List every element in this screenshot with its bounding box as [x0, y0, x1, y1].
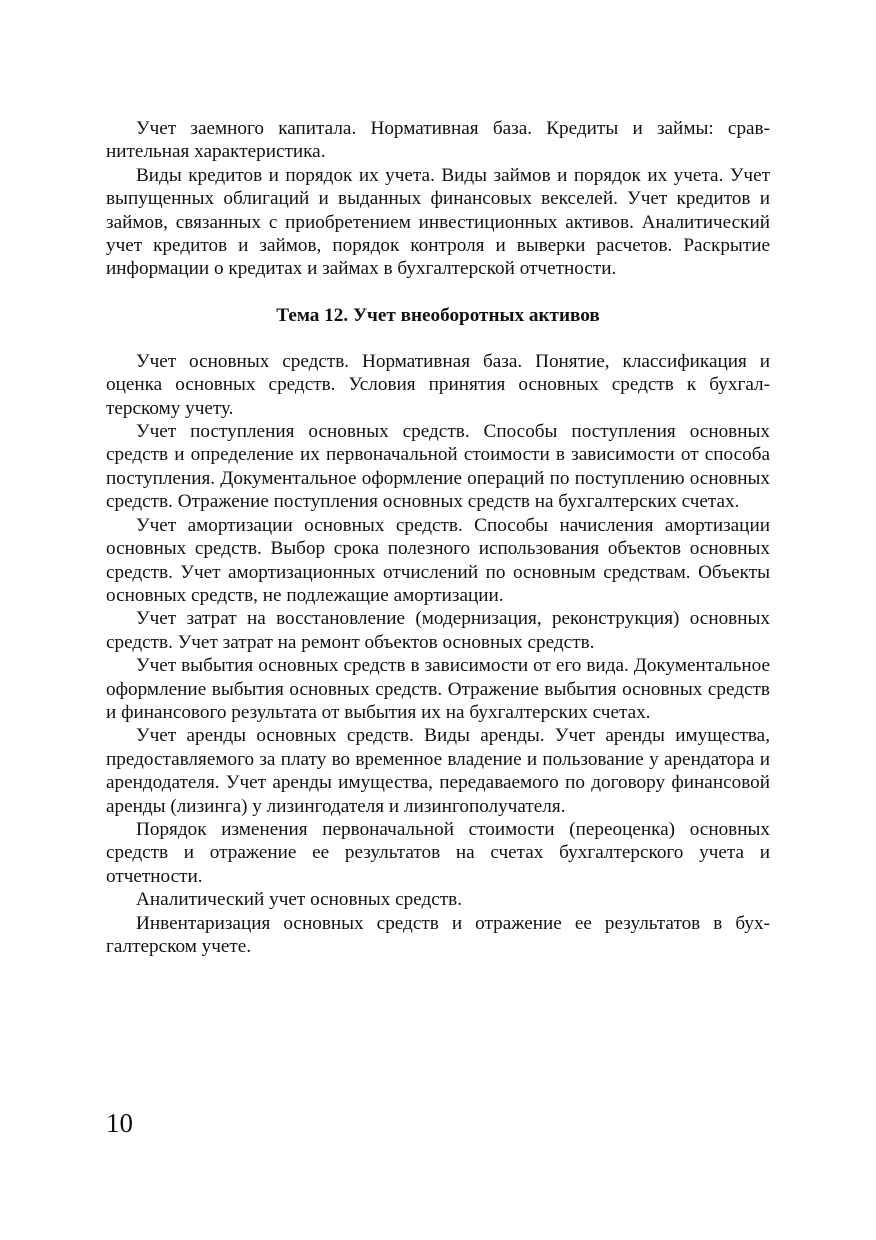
paragraph-revaluation: Порядок изменения первоначальной стоимости (переоценка) основных средств и отражение ее результатов на счетах бухгалтерского учета и отчетности.	[106, 818, 770, 887]
paragraph-depreciation: Учет амортизации основных средств. Способы начисления амортизации основных средств. Выбор срока полезного использования объектов основных средств. Учет амортизационных отчислений по основным средствам. Объекты основных средств, не подлежащие амортизации.	[106, 514, 770, 606]
paragraph-analytical-accounting: Аналитический учет основных средств.	[136, 889, 463, 911]
paragraph-inventory: Инвентаризация основных средств и отражение ее результатов в бухгалтерском учете.	[106, 912, 770, 957]
paragraph-disposal: Учет выбытия основных средств в зависимости от его вида. Документальное оформление выбытия основных средств. Отражение выбытия основных средств и финансового результата от выбытия их на бухгалтерских счетах.	[106, 655, 770, 723]
page-body	[106, 117, 770, 958]
paragraph-borrowed-capital: Учет заемного капитала. Нормативная база. Кредиты и займы: сравнительная характеристика.	[106, 118, 770, 163]
paragraph-assets-receipt: Учет поступления основных средств. Способы поступления основных средств и определение их первоначальной стоимости в зависимости от способа поступления. Документальное оформление операций по поступлению основных средств. Отражение поступления основных средств на бухгалтерских счетах.	[106, 421, 770, 513]
page-number: 10	[106, 1108, 133, 1138]
paragraph-fixed-assets: Учет основных средств. Нормативная база. Понятие, классификация и оценка основных средств. Условия принятия основных средств к бухгалтерскому учету.	[106, 350, 770, 419]
section-heading: Тема 12. Учет внеоборотных активов	[276, 304, 600, 326]
paragraph-lease: Учет аренды основных средств. Виды аренды. Учет аренды имущества, предоставляемого за плату во временное владение и пользование у арендатора и арендодателя. Учет аренды имущества, передаваемого по договору финансовой аренды (лизинга) у лизингодателя и лизингополучателя.	[106, 725, 770, 817]
paragraph-restoration-costs: Учет затрат на восстановление (модернизация, реконструкция) основных средств. Учет затрат на ремонт объектов основных средств.	[106, 608, 770, 653]
paragraph-loan-types: Виды кредитов и порядок их учета. Виды займов и порядок их учета. Учет выпущенных облигаций и выданных финансовых векселей. Учет кредитов и займов, связанных с приобретением инвестиционных активов. Аналитический учет кредитов и займов, порядок контроля и выверки расчетов. Раскрытие информации о кредитах и займах в бухгалтерской отчетности.	[106, 164, 770, 280]
